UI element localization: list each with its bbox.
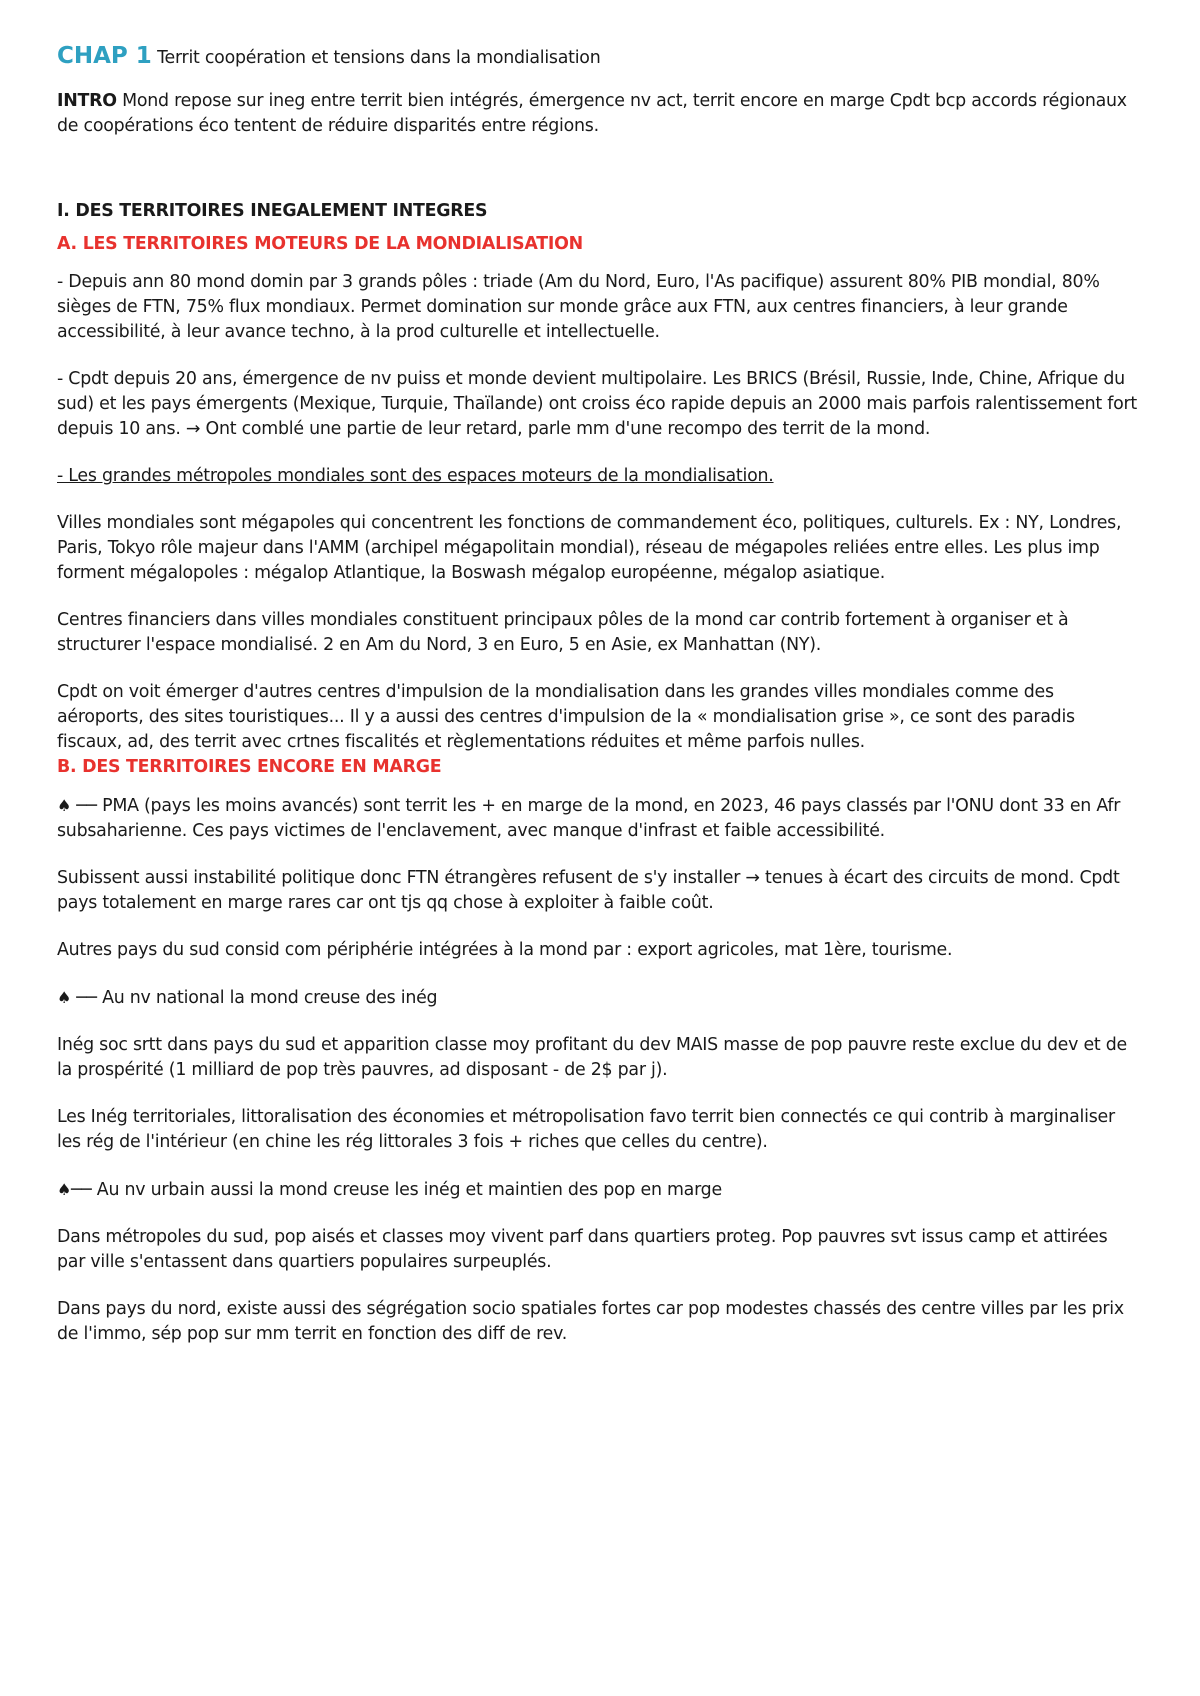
paragraph-peripherie: Autres pays du sud consid com périphérie intégrées à la mond par : export agricoles, mat 1ère, tourisme.: [57, 940, 953, 960]
paragraph-villes-mondiales: Villes mondiales sont mégapoles qui concentrent les fonctions de commandement éco, politiques, culturels. Ex : NY, Londres, Paris, Tokyo rôle majeur dans l'AMM (archipel mégapolitain mondial), réseau de mégapoles reliées entre elles. Les plus imp forment mégalopoles : mégalop Atlantique, la Boswash mégalop européenne, mégalop asiatique.: [57, 513, 1122, 583]
paragraph-centres-financiers: Centres financiers dans villes mondiales constituent principaux pôles de la mond car contrib fortement à organiser et à structurer l'espace mondialisé. 2 en Am du Nord, 3 en Euro, 5 en Asie, ex Manhattan (NY).: [57, 610, 1069, 655]
intro-text: Mond repose sur ineg entre territ bien intégrés, émergence nv act, territ encore en marge Cpdt bcp accords régionaux de coopérations éco tentent de réduire disparités entre régions.: [57, 91, 1127, 136]
bullet-urbain: [57, 1177, 1140, 1203]
paragraph-mondialisation-grise: Cpdt on voit émerger d'autres centres d'impulsion de la mondialisation dans les grandes villes mondiales comme des aéroports, des sites touristiques... Il y a aussi des centres d'impulsion de la « mondialisation grise », ce sont des paradis fiscaux, ad, des territ avec crtnes fiscalités et règlementations réduites et même parfois nulles.: [57, 682, 1075, 752]
bullet-icon: ♠: [57, 796, 72, 815]
section-heading: I. DES TERRITOIRES INEGALEMENT INTEGRES: [57, 201, 488, 221]
paragraph-metropoles-sud: Dans métropoles du sud, pop aisés et classes moy vivent parf dans quartiers proteg. Pop pauvres svt issus camp et attirées par ville s'entassent dans quartiers populaires surpeuplés.: [57, 1227, 1108, 1272]
chapter-label: CHAP 1: [57, 43, 152, 69]
bullet-urbain-text: ── Au nv urbain aussi la mond creuse les inég et maintien des pop en marge: [71, 1180, 722, 1200]
chapter-title: Territ coopération et tensions dans la mondialisation: [157, 48, 601, 68]
subsection-b-heading: B. DES TERRITOIRES ENCORE EN MARGE: [57, 757, 442, 777]
subsection-a-heading: A. LES TERRITOIRES MOTEURS DE LA MONDIALISATION: [57, 234, 583, 254]
paragraph-triade: - Depuis ann 80 mond domin par 3 grands pôles : triade (Am du Nord, Euro, l'As pacifique) assurent 80% PIB mondial, 80% sièges de FTN, 75% flux mondiaux. Permet domination sur monde grâce aux FTN, aux centres financiers, à leur grande accessibilité, à leur avance techno, à la prod culturelle et intellectuelle.: [57, 272, 1100, 342]
paragraph-ineg-territoriales: Les Inég territoriales, littoralisation des économies et métropolisation favo territ bien connectés ce qui contrib à marginaliser les rég de l'intérieur (en chine les rég littorales 3 fois + riches que celles du centre).: [57, 1107, 1115, 1152]
bullet-icon: ♠: [57, 988, 72, 1007]
intro-label: INTRO: [57, 91, 117, 111]
bullet-national-text: ── Au nv national la mond creuse des inég: [71, 988, 438, 1008]
bullet-pma: [57, 793, 1140, 844]
paragraph-instabilite: Subissent aussi instabilité politique donc FTN étrangères refusent de s'y installer → tenues à écart des circuits de mond. Cpdt pays totalement en marge rares car ont tjs qq chose à exploiter à faible coût.: [57, 868, 1120, 913]
paragraph-metropoles-heading: - Les grandes métropoles mondiales sont des espaces moteurs de la mondialisation.: [57, 466, 774, 486]
bullet-pma-text: ── PMA (pays les moins avancés) sont territ les + en marge de la mond, en 2023, 46 pays classés par l'ONU dont 33 en Afr subsaharienne. Ces pays victimes de l'enclavement, avec manque d'infrast et faible accessibilité.: [57, 796, 1121, 841]
paragraph-pays-nord: Dans pays du nord, existe aussi des ségrégation socio spatiales fortes car pop modestes chassés des centre villes par les prix de l'immo, sép pop sur mm territ en fonction des diff de rev.: [57, 1299, 1124, 1344]
chapter-title-line: [57, 44, 1140, 71]
bullet-national: [57, 985, 1140, 1011]
paragraph-ineg-soc: Inég soc srtt dans pays du sud et apparition classe moy profitant du dev MAIS masse de pop pauvre reste exclue du dev et de la prospérité (1 milliard de pop très pauvres, ad disposant - de 2$ par j).: [57, 1035, 1127, 1080]
paragraph-brics: - Cpdt depuis 20 ans, émergence de nv puiss et monde devient multipolaire. Les BRICS (Brésil, Russie, Inde, Chine, Afrique du sud) et les pays émergents (Mexique, Turquie, Thaïlande) ont croiss éco rapide depuis an 2000 mais parfois ralentissement fort depuis 10 ans. → Ont comblé une partie de leur retard, parle mm d'une recompo des territ de la mond.: [57, 369, 1137, 439]
intro-paragraph: [57, 89, 1140, 139]
bullet-icon: ♠: [57, 1180, 72, 1199]
